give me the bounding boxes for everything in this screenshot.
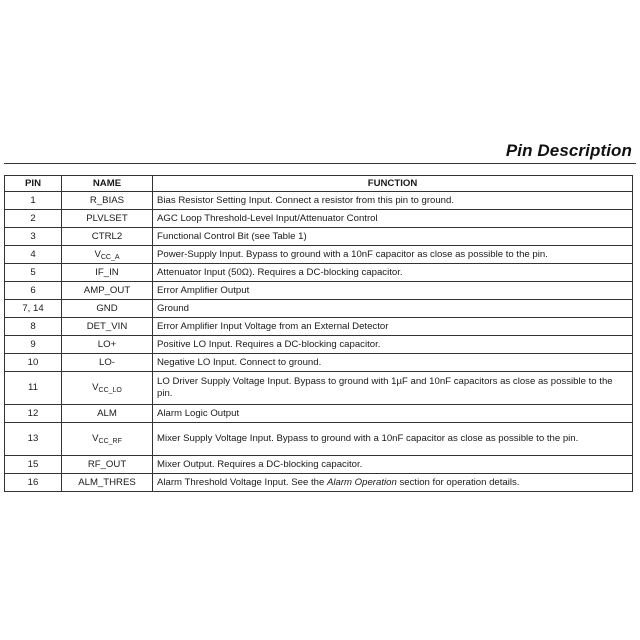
name-cell: R_BIAS bbox=[62, 192, 153, 210]
name-main: V bbox=[94, 248, 101, 260]
pin-description-table bbox=[4, 175, 633, 492]
name-cell: DET_VIN bbox=[62, 318, 153, 336]
function-cell: Mixer Supply Voltage Input. Bypass to ground with a 10nF capacitor as close as possible to the pin. bbox=[153, 423, 633, 456]
name-cell: LO+ bbox=[62, 336, 153, 354]
table-row bbox=[5, 282, 633, 300]
table-row bbox=[5, 228, 633, 246]
table-row bbox=[5, 474, 633, 492]
function-cell: AGC Loop Threshold-Level Input/Attenuator Control bbox=[153, 210, 633, 228]
name-cell: CTRL2 bbox=[62, 228, 153, 246]
table-row bbox=[5, 423, 633, 456]
function-cell: Error Amplifier Output bbox=[153, 282, 633, 300]
pin-cell: 15 bbox=[5, 456, 62, 474]
table-row bbox=[5, 372, 633, 405]
pin-cell: 6 bbox=[5, 282, 62, 300]
pin-cell: 4 bbox=[5, 246, 62, 264]
name-cell bbox=[62, 423, 153, 456]
header-function: FUNCTION bbox=[153, 176, 633, 192]
pin-cell: 9 bbox=[5, 336, 62, 354]
name-main: V bbox=[92, 382, 99, 393]
table-row bbox=[5, 318, 633, 336]
table-row bbox=[5, 264, 633, 282]
name-subscript: CC_A bbox=[100, 253, 120, 261]
function-text-post: section for operation details. bbox=[396, 476, 520, 488]
pin-cell: 16 bbox=[5, 474, 62, 492]
table-row bbox=[5, 300, 633, 318]
table-row bbox=[5, 210, 633, 228]
name-cell: AMP_OUT bbox=[62, 282, 153, 300]
name-cell: LO- bbox=[62, 354, 153, 372]
function-text-pre: Alarm Threshold Voltage Input. See the bbox=[157, 476, 327, 488]
function-cell: Power-Supply Input. Bypass to ground with a 10nF capacitor as close as possible to the pin. bbox=[153, 246, 633, 264]
function-cell: Mixer Output. Requires a DC-blocking capacitor. bbox=[153, 456, 633, 474]
pin-cell: 3 bbox=[5, 228, 62, 246]
function-cell: Alarm Logic Output bbox=[153, 405, 633, 423]
table-row bbox=[5, 456, 633, 474]
pin-cell: 2 bbox=[5, 210, 62, 228]
pin-cell: 12 bbox=[5, 405, 62, 423]
function-cell: Negative LO Input. Connect to ground. bbox=[153, 354, 633, 372]
header-row bbox=[5, 176, 633, 192]
name-cell: IF_IN bbox=[62, 264, 153, 282]
table-row bbox=[5, 246, 633, 264]
function-cell bbox=[153, 474, 633, 492]
name-cell: RF_OUT bbox=[62, 456, 153, 474]
header-pin: PIN bbox=[5, 176, 62, 192]
function-cell: Bias Resistor Setting Input. Connect a resistor from this pin to ground. bbox=[153, 192, 633, 210]
pin-cell: 8 bbox=[5, 318, 62, 336]
table-row bbox=[5, 336, 633, 354]
name-subscript: CC_RF bbox=[98, 438, 122, 445]
function-cell: Positive LO Input. Requires a DC-blocking capacitor. bbox=[153, 336, 633, 354]
pin-cell: 10 bbox=[5, 354, 62, 372]
name-cell bbox=[62, 372, 153, 405]
name-cell: GND bbox=[62, 300, 153, 318]
name-cell: ALM_THRES bbox=[62, 474, 153, 492]
title-rule bbox=[4, 163, 636, 164]
pin-cell: 5 bbox=[5, 264, 62, 282]
header-name: NAME bbox=[62, 176, 153, 192]
name-cell: ALM bbox=[62, 405, 153, 423]
pin-cell: 11 bbox=[5, 372, 62, 405]
page-title: Pin Description bbox=[505, 141, 632, 160]
name-subscript: CC_LO bbox=[98, 387, 122, 394]
name-main: V bbox=[92, 433, 99, 444]
function-cell: Functional Control Bit (see Table 1) bbox=[153, 228, 633, 246]
pin-cell: 1 bbox=[5, 192, 62, 210]
name-cell bbox=[62, 246, 153, 264]
name-cell: PLVLSET bbox=[62, 210, 153, 228]
alarm-operation-reference: Alarm Operation bbox=[326, 476, 397, 488]
function-cell: Ground bbox=[153, 300, 633, 318]
pin-cell: 7, 14 bbox=[5, 300, 62, 318]
table-row bbox=[5, 405, 633, 423]
table-row bbox=[5, 192, 633, 210]
function-cell: Attenuator Input (50Ω). Requires a DC-blocking capacitor. bbox=[153, 264, 633, 282]
function-cell: LO Driver Supply Voltage Input. Bypass to ground with 1µF and 10nF capacitors as close as possible to the pin. bbox=[153, 372, 633, 405]
pin-cell: 13 bbox=[5, 423, 62, 456]
function-cell: Error Amplifier Input Voltage from an External Detector bbox=[153, 318, 633, 336]
table-row bbox=[5, 354, 633, 372]
